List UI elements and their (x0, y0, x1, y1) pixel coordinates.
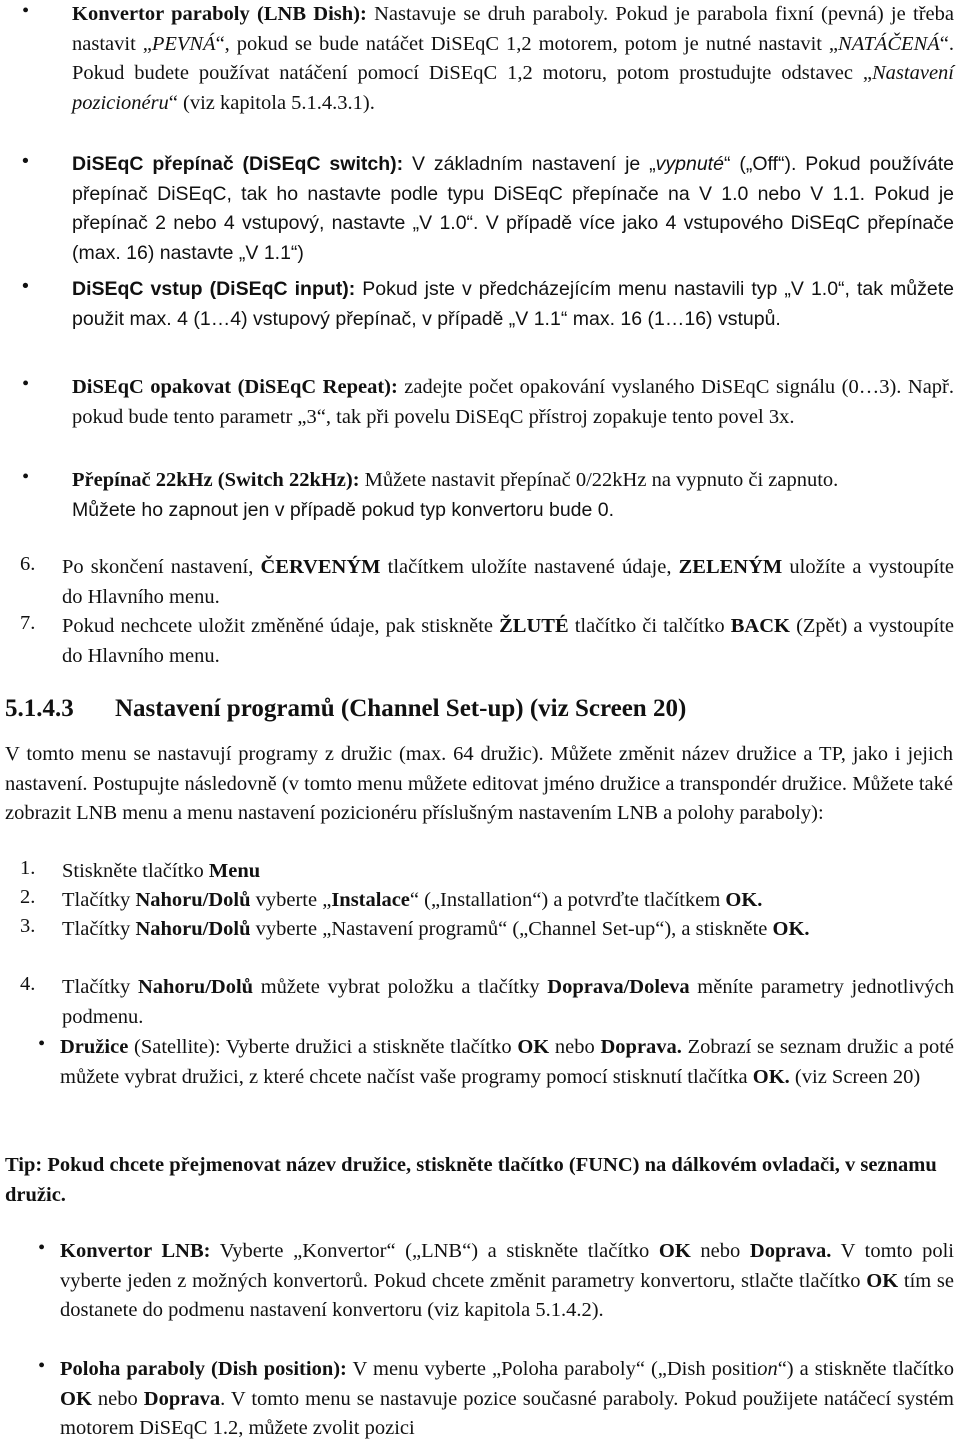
emphasis: PEVNÁ (151, 32, 216, 55)
list-item (22, 466, 954, 525)
bold-text: Instalace (331, 889, 410, 911)
item-number: 2. (20, 886, 36, 908)
list-item (22, 275, 954, 334)
text: Vyberte „Konvertor“ („LNB“) a stiskněte tlačítko (210, 1240, 659, 1262)
text: “) a stiskněte tlačítko (777, 1358, 954, 1380)
text: V tomto poli vyberte jeden z možných konvertorů. Pokud chcete změnit parametry konvertoru, stlačte tlačítko (60, 1240, 955, 1292)
bold-text: OK (517, 1036, 550, 1058)
item-text (62, 973, 954, 1032)
item-term: DiSEqC přepínač (DiSEqC switch): (72, 153, 404, 175)
numbered-item (20, 612, 954, 671)
item-text (72, 373, 954, 432)
bold-text: Nahoru/Dolů (135, 918, 251, 940)
text: “, pokud se bude natáčet DiSEqC 1,2 motorem, potom je nutné nastavit „ (215, 32, 839, 55)
numbered-item (20, 973, 954, 1032)
bold-text: ŽLUTÉ (499, 615, 569, 637)
list-item (38, 1237, 954, 1326)
text: nebo (91, 1387, 144, 1410)
text: uložíte a vystoupíte do Hlavního menu. (62, 556, 954, 608)
text: (viz Screen 20) (789, 1065, 921, 1088)
text: Tlačítky (62, 889, 136, 911)
emphasis: NATÁČENÁ (838, 32, 940, 55)
emphasis: on (757, 1358, 778, 1380)
text: “. Pokud budete používat natáčení pomocí DiSEqC 1,2 motoru, potom prostudujte odstavec „ (72, 32, 954, 84)
text: “ („Installation“) a potvrďte tlačítkem (409, 889, 726, 911)
list-item (38, 1355, 954, 1444)
list-item (22, 150, 954, 268)
item-term: Konvertor LNB: (60, 1240, 211, 1262)
section-number: 5.1.4.3 (5, 695, 74, 722)
numbered-item (20, 915, 954, 945)
bold-text: BACK (730, 615, 790, 637)
text: vyberte „Nastavení programů“ („Channel Set-up“), a stiskněte (250, 918, 773, 940)
item-number: 3. (20, 915, 36, 937)
item-term: Poloha paraboly (Dish position): (60, 1358, 347, 1380)
text: měníte parametry jednotlivých podmenu. (62, 976, 954, 1028)
bold-text: OK. (752, 1065, 790, 1088)
item-text (72, 150, 954, 268)
item-text (60, 1355, 954, 1444)
bold-text: OK (60, 1387, 92, 1410)
bullet: • (22, 373, 30, 395)
item-term: Družice (60, 1036, 129, 1058)
item-text (60, 1033, 954, 1092)
text: tlačítko či talčítko (568, 615, 731, 637)
emphasis: Nastavení pozicionéru (72, 62, 954, 114)
bold-text: Doprava/Doleva (547, 976, 690, 998)
text: nebo (549, 1036, 601, 1058)
bullet: • (22, 150, 29, 172)
text: Zobrazí se seznam družic a poté můžete vybrat družici, z které chcete načíst vaše programy pomocí stisknutí tlačítka (60, 1036, 955, 1088)
numbered-item (20, 553, 954, 612)
text: Tlačítky (62, 976, 138, 998)
bold-text: Doprava. (600, 1036, 682, 1058)
item-text (62, 857, 954, 887)
bold-text: OK (658, 1240, 691, 1262)
item-term: DiSEqC vstup (DiSEqC input): (72, 278, 356, 300)
text: Nastavuje se druh paraboly. Pokud je parabola fixní (pevná) je třeba nastavit „ (72, 3, 954, 55)
section-title: Nastavení programů (Channel Set-up) (viz Screen 20) (115, 695, 687, 722)
text: . V tomto menu se nastavuje pozice současné paraboly. Pokud použijete natáčecí systém motorem DiSEqC 1.2, můžete zvolit pozici (60, 1387, 954, 1439)
item-text (62, 886, 954, 916)
text: (Zpět) a vystoupíte do Hlavního menu. (62, 615, 954, 667)
item-number: 7. (20, 612, 36, 634)
item-number: 4. (20, 973, 36, 995)
bold-text: Doprava. (749, 1240, 832, 1262)
numbered-item (20, 886, 954, 916)
intro-paragraph: V tomto menu se nastavují programy z družic (max. 64 družic). Můžete změnit název družice a TP, jako i jejich nastavení. Postupujte následovně (v tomto menu můžete editovat jméno družice a transpondér družice. Můžete také zobrazit LNB menu a menu nastavení pozicionéru příslušným nastavením LNB a polohy paraboly): (5, 743, 953, 824)
bullet: • (22, 275, 29, 297)
text: nebo (690, 1240, 750, 1262)
section-heading (5, 695, 686, 723)
text: “ („Off“). Pokud používáte přepínač DiSEqC, tak ho nastavte podle typu DiSEqC přepínače na V 1.0 nebo V 1.1. Pokud je přepínač 2 nebo 4 vstupový, nastavte „V 1.0“. V případě více jako 4 vstupového DiSEqC přepínače (max. 16) nastavte „V 1.1“) (72, 153, 954, 264)
bold-text: OK. (725, 889, 763, 911)
text: tím se dostanete do podmenu nastavení konvertoru (viz kapitola 5.1.4.2). (60, 1269, 954, 1321)
bullet: • (38, 1237, 46, 1259)
bullet: • (22, 0, 30, 22)
item-number: 1. (20, 857, 36, 879)
text: Můžete ho zapnout jen v případě pokud typ konvertoru bude 0. (72, 498, 615, 521)
item-text (62, 612, 954, 671)
bold-text: Menu (208, 860, 261, 882)
text: Po skončení nastavení, (62, 556, 261, 578)
item-text (72, 466, 954, 525)
emphasis: vypnuté (655, 153, 724, 175)
text: V základním nastavení je „ (403, 153, 656, 175)
list-item (22, 0, 954, 118)
item-number: 6. (20, 553, 36, 575)
text: můžete vybrat položku a tlačítky (253, 976, 548, 998)
item-text (62, 915, 954, 945)
list-item (22, 373, 954, 432)
item-term: Přepínač 22kHz (Switch 22kHz): (72, 469, 360, 491)
bullet: • (38, 1033, 46, 1055)
text: zadejte počet opakování vyslaného DiSEqC signálu (0…3). Např. pokud bude tento parametr „3“, tak při povelu DiSEqC přístroj zopakuje tento povel 3x. (72, 376, 954, 428)
item-text (72, 275, 954, 334)
text: Pokud jste v předcházejícím menu nastavili typ „V 1.0“, tak můžete použit max. 4 (1…4) vstupový přepínač, v případě „V 1.1“ max. 16 (1…16) vstupů. (72, 278, 954, 330)
bold-text: OK. (772, 918, 810, 940)
text: V menu vyberte „Poloha paraboly“ („Dish positi (346, 1358, 758, 1380)
text: (Satellite): Vyberte družici a stiskněte tlačítko (128, 1036, 518, 1058)
item-text (72, 0, 954, 118)
item-term: DiSEqC opakovat (DiSEqC Repeat): (72, 376, 398, 398)
text: Tlačítky (62, 918, 136, 940)
item-term: Konvertor paraboly (LNB Dish): (72, 3, 367, 25)
numbered-item (20, 857, 954, 887)
bold-text: Nahoru/Dolů (135, 889, 251, 911)
text: Pokud nechcete uložit změněné údaje, pak stiskněte (62, 615, 500, 637)
bold-text: OK (866, 1269, 899, 1292)
bold-text: Doprava (143, 1387, 221, 1410)
tip-paragraph: Tip: Pokud chcete přejmenovat název družice, stiskněte tlačítko (FUNC) na dálkovém ovladači, v seznamu družic. (5, 1154, 937, 1206)
text: Stiskněte tlačítko (62, 860, 209, 882)
text: tlačítkem uložíte nastavené údaje, (380, 556, 679, 578)
text: “ (viz kapitola 5.1.4.3.1). (168, 91, 375, 114)
item-text (62, 553, 954, 612)
bold-text: ZELENÝM (678, 556, 783, 578)
item-text (60, 1237, 954, 1326)
bold-text: Nahoru/Dolů (137, 976, 254, 998)
bullet: • (38, 1355, 46, 1377)
bullet: • (22, 466, 30, 488)
list-item (38, 1033, 954, 1092)
text: vyberte „ (250, 889, 332, 911)
bold-text: ČERVENÝM (260, 556, 381, 578)
text: Můžete nastavit přepínač 0/22kHz na vypnuto či zapnuto. (359, 469, 839, 491)
